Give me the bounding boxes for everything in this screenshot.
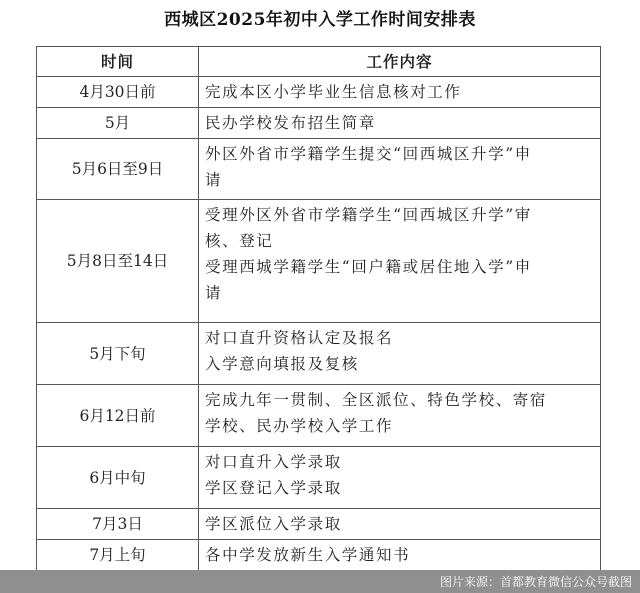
time-cell: 5月下旬 bbox=[37, 323, 199, 385]
header-work: 工作内容 bbox=[199, 47, 601, 77]
work-cell bbox=[199, 139, 601, 200]
work-line: 入学意向填报及复核 bbox=[205, 355, 359, 373]
work-cell bbox=[199, 385, 601, 447]
work-cell bbox=[199, 77, 601, 108]
work-cell bbox=[199, 323, 601, 385]
schedule-table bbox=[36, 46, 601, 571]
time-cell: 6月12日前 bbox=[37, 385, 199, 447]
table-row bbox=[37, 77, 601, 108]
time-cell: 5月 bbox=[37, 108, 199, 139]
table-header-row bbox=[37, 47, 601, 77]
time-cell: 6月中旬 bbox=[37, 447, 199, 509]
time-cell: 7月3日 bbox=[37, 509, 199, 540]
work-line: 外区外省市学籍学生提交“回西城区升学”申 bbox=[205, 145, 532, 163]
time-cell: 4月30日前 bbox=[37, 77, 199, 108]
time-cell: 5月8日至14日 bbox=[37, 200, 199, 323]
work-cell bbox=[199, 108, 601, 139]
work-line: 学区派位入学录取 bbox=[205, 515, 342, 533]
work-line: 请 bbox=[205, 171, 223, 189]
work-line: 完成九年一贯制、全区派位、特色学校、寄宿 bbox=[205, 391, 548, 409]
page-title: 西城区2025年初中入学工作时间安排表 bbox=[164, 10, 476, 30]
work-cell bbox=[199, 540, 601, 571]
time-cell: 5月6日至9日 bbox=[37, 139, 199, 200]
work-line: 学校、民办学校入学工作 bbox=[205, 417, 394, 435]
table-row bbox=[37, 509, 601, 540]
table-row bbox=[37, 447, 601, 509]
work-line: 学区登记入学录取 bbox=[205, 479, 342, 497]
work-line: 对口直升入学录取 bbox=[205, 453, 342, 471]
work-cell bbox=[199, 200, 601, 323]
table-row bbox=[37, 108, 601, 139]
work-line: 各中学发放新生入学通知书 bbox=[205, 546, 411, 564]
work-line: 受理外区外省市学籍学生“回西城区升学”审 bbox=[205, 206, 532, 224]
image-source-text: 图片来源：首都教育微信公众号截图 bbox=[439, 575, 632, 589]
header-time: 时间 bbox=[37, 47, 199, 77]
work-line: 完成本区小学毕业生信息核对工作 bbox=[205, 83, 462, 101]
time-cell: 7月上旬 bbox=[37, 540, 199, 571]
table-row bbox=[37, 385, 601, 447]
work-cell bbox=[199, 509, 601, 540]
image-source-bar bbox=[0, 570, 640, 593]
work-line: 受理西城学籍学生“回户籍或居住地入学”申 bbox=[205, 258, 532, 276]
table-row bbox=[37, 139, 601, 200]
table-row bbox=[37, 323, 601, 385]
work-line: 请 bbox=[205, 284, 223, 302]
work-line: 对口直升资格认定及报名 bbox=[205, 329, 394, 347]
work-line: 核、登记 bbox=[205, 232, 274, 250]
work-cell bbox=[199, 447, 601, 509]
work-line: 民办学校发布招生简章 bbox=[205, 114, 377, 132]
table-row bbox=[37, 200, 601, 323]
table-row bbox=[37, 540, 601, 571]
